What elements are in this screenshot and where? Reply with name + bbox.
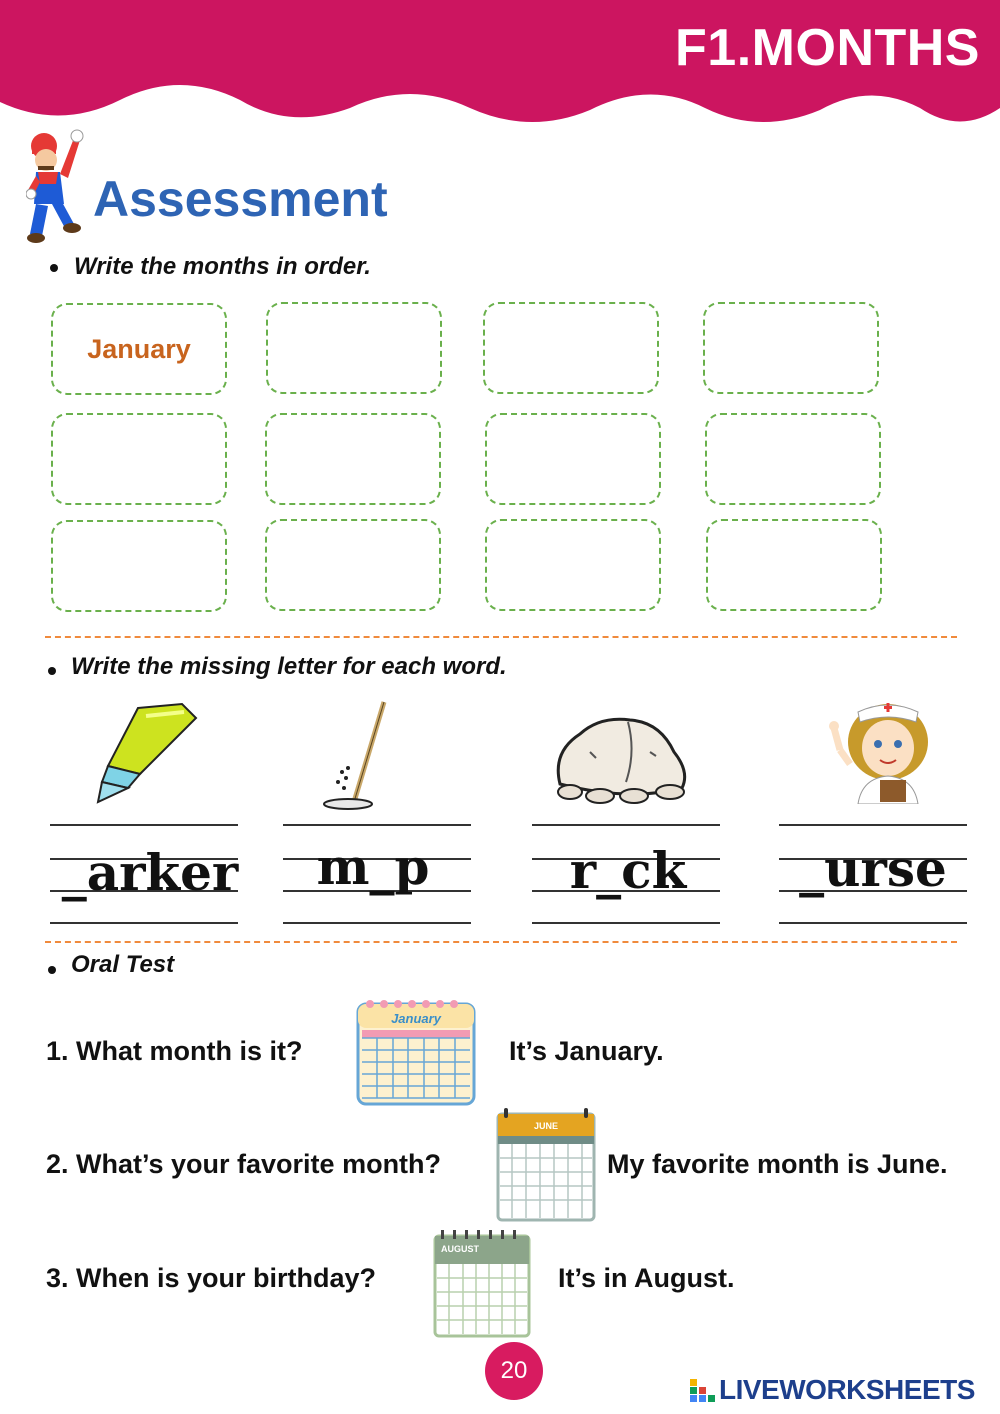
bullet-icon [50, 264, 58, 272]
section-divider [45, 636, 957, 638]
month-box-5[interactable] [51, 413, 227, 505]
page-number: 20 [485, 1342, 543, 1400]
month-box-8[interactable] [705, 413, 881, 505]
nurse-icon [822, 698, 936, 804]
word-rock: r_ck [569, 841, 687, 900]
brand-logo[interactable] [690, 1374, 975, 1406]
bullet-icon [48, 966, 56, 974]
month-box-6[interactable] [265, 413, 441, 505]
calendar-august-icon [433, 1230, 531, 1338]
worksheet-title: F1.MONTHS [675, 19, 980, 77]
month-box-9[interactable] [51, 520, 227, 612]
month-box-11[interactable] [485, 519, 661, 611]
bullet-icon [48, 667, 56, 675]
mascot-icon [26, 126, 86, 244]
writing-lines[interactable] [50, 824, 238, 924]
instruction-oral-test: Oral Test [71, 951, 175, 978]
calendar-label: January [391, 1011, 441, 1026]
month-box-1[interactable] [51, 303, 227, 395]
calendar-june-icon [496, 1108, 596, 1222]
calendar-label: JUNE [533, 1121, 559, 1131]
writing-lines[interactable] [283, 824, 471, 924]
month-box-4[interactable] [703, 302, 879, 394]
liveworksheets-icon [690, 1377, 716, 1403]
section-title: Assessment [93, 171, 388, 227]
answer-3: It’s in August. [558, 1263, 735, 1293]
highlighter-icon [78, 700, 202, 806]
writing-lines[interactable] [532, 824, 720, 924]
month-box-2[interactable] [266, 302, 442, 394]
instruction-months-order: Write the months in order. [74, 253, 371, 280]
answer-2: My favorite month is June. [607, 1149, 948, 1179]
month-box-7[interactable] [485, 413, 661, 505]
word-marker: _arker [61, 843, 239, 902]
instruction-missing-letter: Write the missing letter for each word. [71, 653, 507, 680]
month-box-10[interactable] [265, 519, 441, 611]
question-2: 2. What’s your favorite month? [46, 1149, 442, 1179]
month-box-3[interactable] [483, 302, 659, 394]
calendar-label: AUGUST [441, 1244, 479, 1254]
word-nurse: _urse [799, 839, 947, 898]
mop-icon [318, 698, 390, 810]
question-3: 3. When is your birthday? [46, 1263, 377, 1293]
writing-lines[interactable] [779, 824, 967, 924]
answer-1: It’s January. [509, 1036, 664, 1066]
month-box-12[interactable] [706, 519, 882, 611]
word-mop: m_p [316, 837, 430, 896]
section-divider [45, 941, 957, 943]
calendar-january-icon [354, 996, 478, 1108]
rock-icon [550, 712, 694, 804]
brand-name: LIVEWORKSHEETS [719, 1374, 975, 1405]
month-box-text: January [87, 333, 191, 364]
question-1: 1. What month is it? [46, 1036, 303, 1066]
